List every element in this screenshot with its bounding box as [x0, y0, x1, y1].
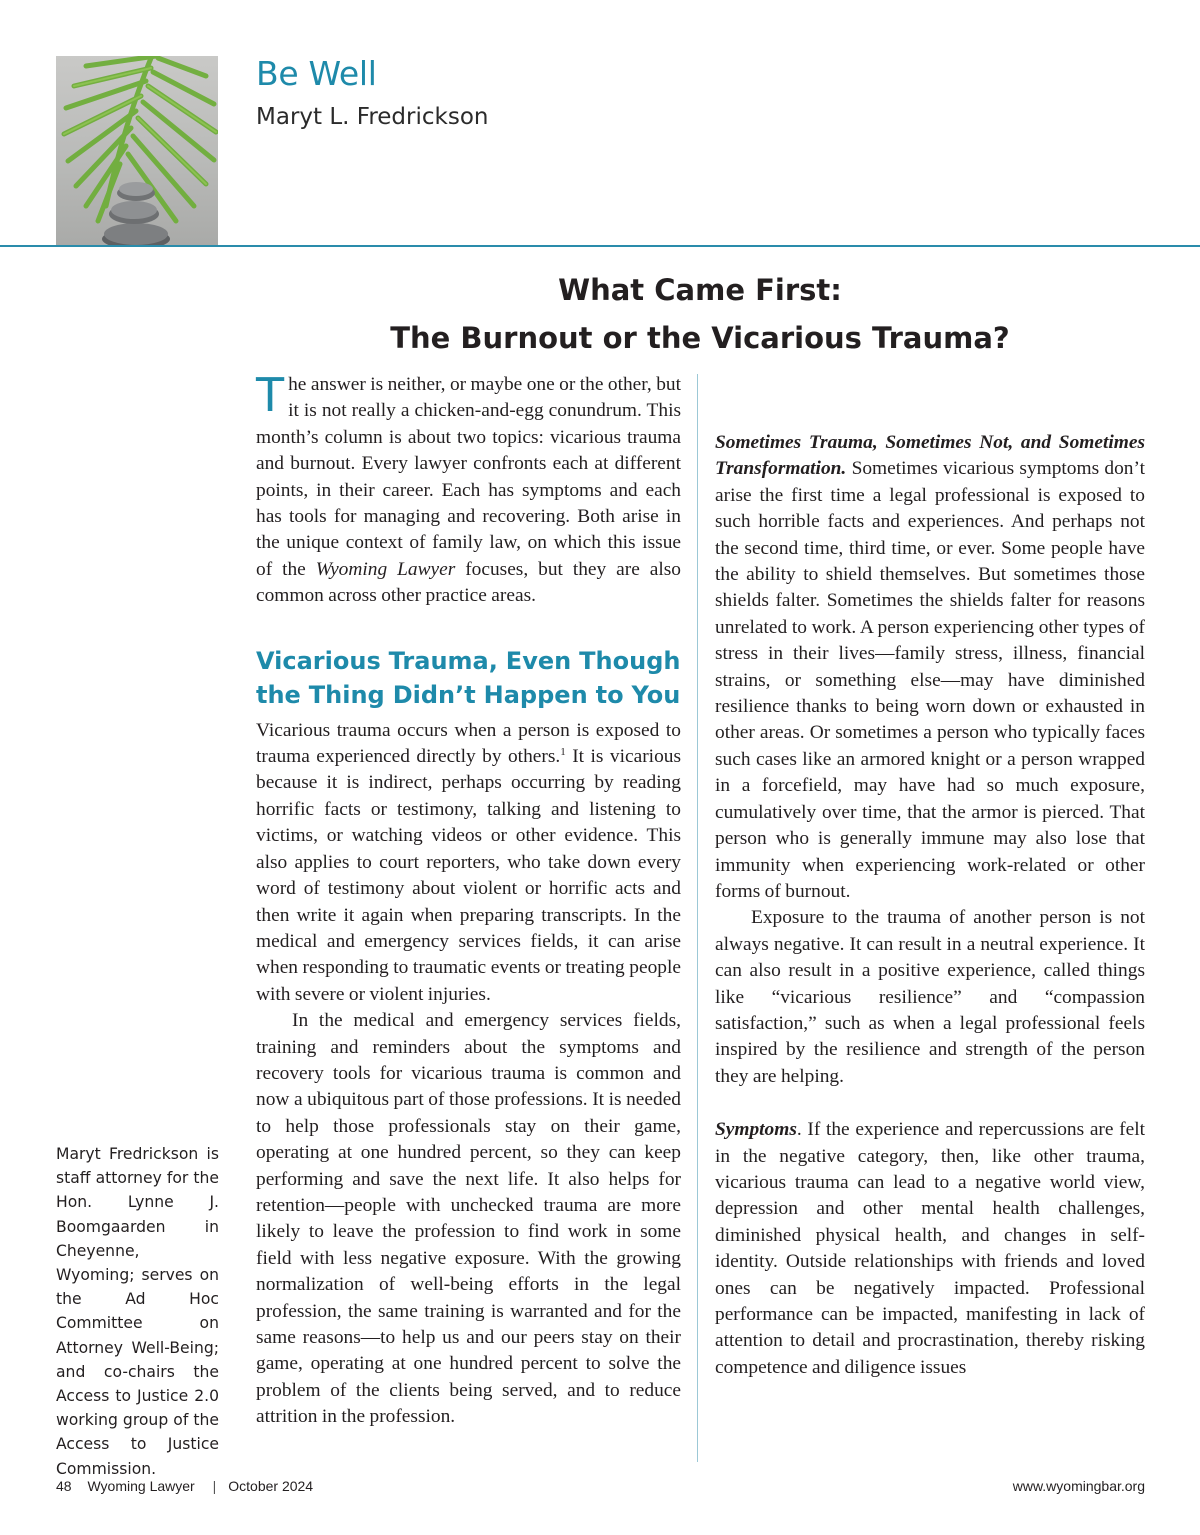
drop-cap: T [256, 368, 285, 422]
section2-paragraph-1 [715, 430, 1145, 905]
section3-runin-heading: Symptoms [715, 1119, 797, 1141]
column-author: Maryt L. Fredrickson [256, 104, 489, 130]
footer-separator: | [212, 1478, 217, 1494]
footnote-marker: 1 [560, 746, 566, 759]
footer-publication: Wyoming Lawyer [87, 1478, 195, 1494]
footer-left [56, 1478, 325, 1494]
column-title: Be Well [256, 54, 377, 93]
intro-text-end: focuses, but they are also common across other practice areas. [256, 558, 681, 607]
footer-website: www.wyomingbar.org [1012, 1478, 1145, 1494]
right-column-spacer [715, 374, 1145, 430]
column-photo-palm-and-stacked-stones [56, 56, 218, 246]
paragraph-gap [715, 1090, 1145, 1117]
headline-line-2: The Burnout or the Vicarious Trauma? [390, 321, 1010, 355]
publication-italic: Wyoming Lawyer [315, 558, 456, 580]
section2-paragraph-2: Exposure to the trauma of another person is not always negative. It can result in a neutral experience. It can also result in a positive experience, called things like “vicarious resilience” and “compassion satisfaction,” such as when a legal professional feels inspired by the resilience and strength of the person they are helping. [715, 907, 1145, 1087]
footer-issue: October 2024 [228, 1478, 314, 1494]
column-divider [697, 374, 698, 1462]
right-text-column [715, 374, 1145, 1381]
page-footer [56, 1478, 1145, 1494]
article-headline [256, 266, 1144, 362]
section1-paragraph-1 [256, 718, 681, 1008]
headline-line-1: What Came First: [558, 273, 842, 307]
section1-paragraph-2: In the medical and emergency services fields, training and reminders about the symptoms and recovery tools for vicarious trauma is common and now a ubiquitous part of those professions. It is needed to help those professionals stay on their game, operating at one hundred percent, so they can keep performing and save the next life. It also helps for retention—people with unchecked trauma are more likely to leave the profession to find work in some field with less negative exposure. With the growing normalization of well-being efforts in the legal profession, the same training is warranted and for the same reasons—to help us and our peers stay on their game, operating at one hundred percent to solve the problem of the clients being served, and to reduce attrition in the profession. [256, 1010, 681, 1428]
page-number: 48 [56, 1478, 72, 1494]
section2-p1-text: Sometimes vicarious symptoms don’t arise the first time a legal professional is exposed to such horrible facts and experiences. And perhaps not the second time, third time, or ever. Some people have the ability to shield themselves. But sometimes those shields falter. Sometimes the shields falter for reasons unrelated to work. A person experiencing other types of stress in their lives—family stress, illness, financial strains, or something else—may have diminished resilience thanks to being worn down or exhausted in other areas. Or sometimes a person who typically faces such cases like an armored knight or a person wrapped in a forcefield, may have had so much exposure, cumulatively over time, that the armor is pierced. That person who is generally immune may also lose that immunity when experiencing work-related or other forms of burnout. [715, 458, 1145, 902]
author-bio: Maryt Fredrickson is staff attorney for the Hon. Lynne J. Boomgaarden in Cheyenne, Wyoming; serves on the Ad Hoc Committee on Attorney Well-Being; and co-chairs the Access to Justice 2.0 working group of the Access to Justice Commission. [56, 1145, 219, 1478]
intro-paragraph [256, 368, 682, 610]
section1-p1-text-end: It is vicarious because it is indirect, perhaps occurring by reading horrific facts or testimony, talking and listening to victims, or watching videos or other evidence. This also applies to court reporters, who take down every word of testimony about violent or horrific acts and then write it again when preparing transcripts. In the medical and emergency services fields, it can arise when responding to traumatic events or treating people with severe or violent injuries. [256, 746, 681, 1005]
section1-p1-text: Vicarious trauma occurs when a person is exposed to trauma experienced directly by others. [256, 719, 681, 768]
left-text-column [256, 368, 682, 1431]
intro-text: he answer is neither, or maybe one or the other, but it is not really a chicken-and-egg conundrum. This month’s column is about two topics: vicarious trauma and burnout. Every lawyer confronts each at different points, in their career. Each has symptoms and each has tools for managing and recovering. Both arise in the unique context of family law, on which this issue of the [256, 374, 682, 580]
section-heading-vicarious-trauma: Vicarious Trauma, Even Though the Thing Didn’t Happen to You [256, 646, 681, 709]
section3-p1-text: . If the experience and repercussions are felt in the negative category, then, like other trauma, vicarious trauma can lead to a negative world view, depression and other mental health challenges, diminished physical health, and changes in self-identity. Outside relationships with friends and loved ones can be negatively impacted. Professional performance can be impacted, manifesting in lack of attention to detail and procrastination, thereby risking competence and diligence issues [715, 1119, 1145, 1378]
header-rule [0, 245, 1200, 247]
section2-runin-heading: Sometimes Trauma, Sometimes Not, and Sometimes Transformation. [715, 432, 1145, 480]
section3-paragraph-1 [715, 1117, 1145, 1381]
